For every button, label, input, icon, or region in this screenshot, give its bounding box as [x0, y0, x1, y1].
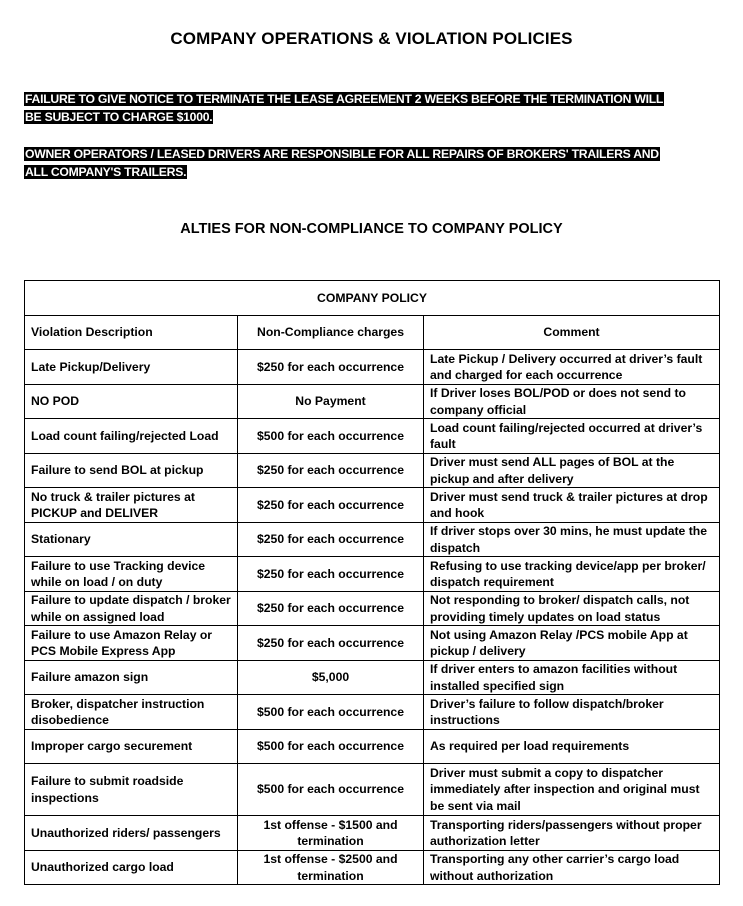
lease-termination-notice: [24, 90, 674, 126]
document-title: COMPANY OPERATIONS & VIOLATION POLICIES: [170, 29, 573, 48]
violation-cell: Load count failing/rejected Load: [25, 419, 238, 454]
table-caption: COMPANY POLICY: [25, 281, 720, 316]
table-row: [25, 592, 720, 626]
table-row: [25, 350, 720, 385]
comment-cell: Not responding to broker/ dispatch calls, not providing timely updates on load status: [424, 592, 720, 626]
violation-cell: Unauthorized cargo load: [25, 851, 238, 885]
charge-cell: $250 for each occurrence: [238, 350, 424, 385]
table-row: [25, 730, 720, 764]
comment-cell: Transporting riders/passengers without proper authorization letter: [424, 816, 720, 851]
header-comment: Comment: [424, 316, 720, 350]
table-row: [25, 419, 720, 454]
table-row: [25, 695, 720, 730]
charge-cell: 1st offense - $2500 and termination: [238, 851, 424, 885]
comment-cell: If Driver loses BOL/POD or does not send to company official: [424, 385, 720, 419]
charge-cell: $500 for each occurrence: [238, 695, 424, 730]
comment-cell: Transporting any other carrier’s cargo load without authorization: [424, 851, 720, 885]
violation-cell: Failure to use Tracking device while on load / on duty: [25, 557, 238, 592]
table-row: [25, 523, 720, 557]
comment-cell: Not using Amazon Relay /PCS mobile App at pickup / delivery: [424, 626, 720, 661]
charge-cell: $500 for each occurrence: [238, 730, 424, 764]
comment-cell: If driver stops over 30 mins, he must update the dispatch: [424, 523, 720, 557]
comment-cell: Load count failing/rejected occurred at driver’s fault: [424, 419, 720, 454]
comment-cell: Driver must send truck & trailer pictures at drop and hook: [424, 488, 720, 523]
comment-cell: Refusing to use tracking device/app per broker/ dispatch requirement: [424, 557, 720, 592]
violation-cell: No truck & trailer pictures at PICKUP and DELIVER: [25, 488, 238, 523]
comment-cell: As required per load requirements: [424, 730, 720, 764]
notice-text: OWNER OPERATORS / LEASED DRIVERS ARE RESPONSIBLE FOR ALL REPAIRS OF BROKERS' TRAILERS AND ALL COMPANY'S TRAILERS.: [25, 147, 659, 179]
table-row: [25, 385, 720, 419]
trailer-repair-notice: [24, 145, 674, 181]
table-row: [25, 764, 720, 816]
table-row: [25, 454, 720, 488]
charge-cell: $250 for each occurrence: [238, 488, 424, 523]
charge-cell: $250 for each occurrence: [238, 626, 424, 661]
violation-cell: Unauthorized riders/ passengers: [25, 816, 238, 851]
violation-cell: Broker, dispatcher instruction disobedience: [25, 695, 238, 730]
table-row: [25, 488, 720, 523]
header-non-compliance-charges: Non-Compliance charges: [238, 316, 424, 350]
charge-cell: $250 for each occurrence: [238, 454, 424, 488]
charge-cell: $5,000: [238, 661, 424, 695]
charge-cell: $250 for each occurrence: [238, 523, 424, 557]
violation-cell: NO POD: [25, 385, 238, 419]
violation-cell: Improper cargo securement: [25, 730, 238, 764]
charge-cell: $500 for each occurrence: [238, 419, 424, 454]
table-row: [25, 557, 720, 592]
violation-cell: Failure amazon sign: [25, 661, 238, 695]
policy-table: [24, 280, 720, 885]
violation-cell: Failure to update dispatch / broker while on assigned load: [25, 592, 238, 626]
violation-cell: Late Pickup/Delivery: [25, 350, 238, 385]
section-title: ALTIES FOR NON-COMPLIANCE TO COMPANY POLICY: [180, 221, 563, 237]
violation-cell: Stationary: [25, 523, 238, 557]
comment-cell: Driver must send ALL pages of BOL at the pickup and after delivery: [424, 454, 720, 488]
table-row: [25, 816, 720, 851]
header-violation-description: Violation Description: [25, 316, 238, 350]
charge-cell: $250 for each occurrence: [238, 592, 424, 626]
violation-cell: Failure to submit roadside inspections: [25, 764, 238, 816]
comment-cell: Driver’s failure to follow dispatch/broker instructions: [424, 695, 720, 730]
comment-cell: If driver enters to amazon facilities without installed specified sign: [424, 661, 720, 695]
header-row: [25, 316, 720, 350]
notice-text: FAILURE TO GIVE NOTICE TO TERMINATE THE LEASE AGREEMENT 2 WEEKS BEFORE THE TERMINATION WILL BE SUBJECT TO CHARGE $1000.: [25, 92, 664, 124]
violation-cell: Failure to send BOL at pickup: [25, 454, 238, 488]
charge-cell: $500 for each occurrence: [238, 764, 424, 816]
violation-cell: Failure to use Amazon Relay or PCS Mobile Express App: [25, 626, 238, 661]
charge-cell: No Payment: [238, 385, 424, 419]
caption-row: [25, 281, 720, 316]
charge-cell: $250 for each occurrence: [238, 557, 424, 592]
comment-cell: Late Pickup / Delivery occurred at driver’s fault and charged for each occurrence: [424, 350, 720, 385]
charge-cell: 1st offense - $1500 and termination: [238, 816, 424, 851]
table-row: [25, 851, 720, 885]
comment-cell: Driver must submit a copy to dispatcher immediately after inspection and original must be sent via mail: [424, 764, 720, 816]
table-row: [25, 626, 720, 661]
table-row: [25, 661, 720, 695]
